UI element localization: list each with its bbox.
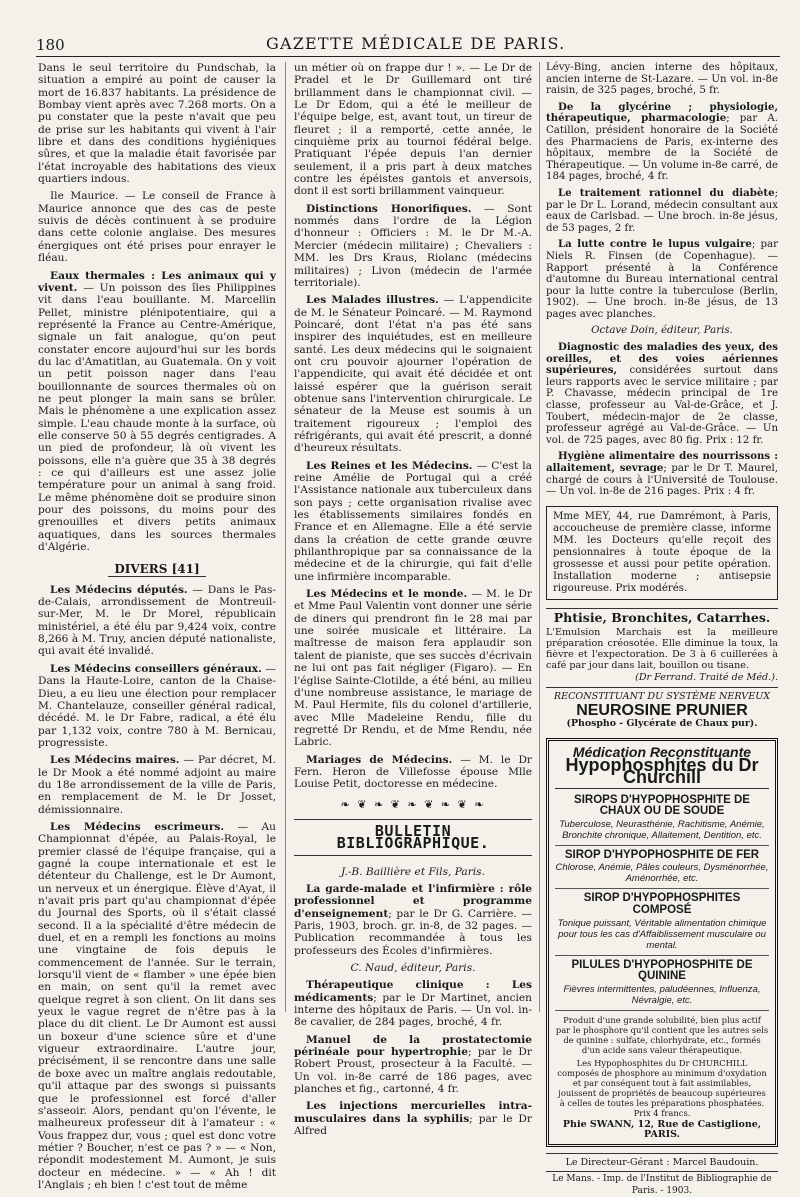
article-body: — L'appendicite de M. le Sénateur Poincaré. — M. Raymond Poincaré, dont l'état n'a pas été sans inspirer des inquiétudes, est en meilleure santé. Les deux médecins qui le soignaient ont cru pouvoir ajourner l'opération de l'appendicite, qui avait été décidée et ont laissé espérer que la guérison serait obtenue sans l'intervention chirurgicale. Le sénateur de la Meuse est soumis à un traitement rigoureux ; l'emploi des réfrigérants, qui avait été prescrit, a donné d'heureux résultats. (294, 294, 533, 455)
article-body: — Dans le Pas-de-Calais, arrondissement de Montreuil-sur-Mer, M. le Dr Morel, républicain ministériel, a été élu par 9,424 voix, contre 8,266 à M. Truy, ancien député nationaliste, qui avait été invalidé. (38, 583, 276, 658)
product-indications: Tonique puissant, Véritable alimentation chimique pour tous les cas d'Affaiblissement musculaire ou mental. (555, 918, 769, 956)
pharmacy-address: Phie SWANN, 12, Rue de Castiglione, PARIS. (562, 1118, 762, 1140)
bib-entry (546, 102, 778, 183)
bib-entry (546, 239, 778, 320)
article-heading: Les Médecins et le monde. (306, 588, 468, 601)
bib-title: La lutte contre le lupus vulgaire (558, 238, 752, 251)
mey-ad-text: Mme MEY, 44, rue Damrémont, à Paris, accoucheuse de première classe, informe MM. les Docteurs qu'elle reçoit des pensionnaires à toute époque de la grossesse et aussi pour petite opération. Installation moderne ; antisepsie rigoureuse. Prix modérés. (553, 510, 771, 594)
article-body: — Au Championnat d'épée, au Palais-Royal, le premier classé de l'équipe française, qui a gagné la coupe internationale et est le détenteur du Challenge, est le Dr Aumont, un nerveux et un énergique. Élève d'Ayat, il n'avait pris part qu'au championnat d'épée du Journal des Sports, où il s'était classé second. Il a la spécialité d'être médecin de duel, et en a rempli les fonctions au moins une vingtaine de fois depuis le commencement de l'année. Sur le terrain, lorsqu'il vient de « flamber » une épée bien en main, on sent qu'il la remet avec quelque regret à son client. On lit dans ses yeux le vague regret de n'être pas à la place du dit client. Le Dr Aumont est aussi un boxeur d'une science sûre et d'une vigueur extraordinaire. L'autre jour, précisément, il se rencontre dans une salle de boxe avec un maître anglais redoutable, qu'il attaque par des swongs si puissants que le professionnel est forcé d'aller s'asseoir. Alors, pendant qu'on l'évente, le malheureux professeur dit à l'amateur : « Vous frappez dur, vous ; quel est donc votre métier ? Boucher, n'est ce pas ? » — « Non, répondit modestement M. Aumont, je suis docteur en médecine. » — « Ah ! dit l'Anglais ; eh bien ! c'est tout de même (38, 820, 276, 1191)
publisher-line: Octave Doin, éditeur, Paris. (591, 325, 733, 337)
publisher-line: C. Naud, éditeur, Paris. (350, 962, 476, 975)
maires-article (38, 754, 276, 816)
bib-title: Le traitement rationnel du diabète (558, 186, 775, 199)
bib-entry (546, 451, 778, 497)
deputes-article (38, 584, 276, 658)
article-body: — M. le Dr et Mme Paul Valentin vont donner une série de diners qui prendront fin le 28 mai par une soirée musicale et littéraire. La maîtresse de maison fera applaudir son talent de pianiste, que ses succès d'écrivain ne lui ont pas fait négliger (Figaro). — En l'église Sainte-Clotilde, a été béni, au milieu d'une nombreuse assistance, le mariage de M. Paul Hermite, fils du colonel d'artillerie, avec Mlle Madeleine Rendu, fille du regretté Dr Rendu, et de Mme Rendu, née Labric. (294, 588, 532, 749)
phtisie-reference: (Dr Ferrand. Traité de Méd.). (635, 672, 778, 684)
column-2 (294, 62, 532, 1143)
quinine-note: Produit d'une grande solubilité, bien plus actif par le phosphore qu'il contient que les autres sels de quinine : sulfate, chlorhydrate, etc., formés d'un acide sans valeur thérapeutique. (555, 1014, 769, 1055)
article-heading: Les Médecins conseillers généraux. (50, 662, 262, 675)
article-heading: Les Médecins escrimeurs. (50, 820, 225, 833)
distinctions-article (294, 203, 532, 289)
product-indications: Chlorose, Anémie, Pâles couleurs, Dysménorrhée, Aménorrhée, etc. (555, 862, 769, 889)
reines-article (294, 460, 532, 583)
bib-details: ; par le Dr Alfred (294, 1112, 532, 1138)
bib-details: ; par A. Catillon, président honoraire de la Société des Pharmaciens de Paris, ex-interne des hôpitaux, membre de la Société de Thérapeutique. — Un volume in-8e carré, de 184 pages, broché, 4 fr. (546, 113, 778, 183)
bulletin-heading: BULLETIN BIBLIOGRAPHIQUE. (294, 819, 532, 856)
article-body: — Sont nommés dans l'ordre de la Légion d'honneur : Officiers : M. le Dr M.-A. Mercier (médecin militaire) ; Chevaliers : MM. les Drs Kraus, Riolanc (médecins militaires) ; Livon (médecin de l'armée territoriale). (294, 202, 532, 289)
mauritius-paragraph: Ile Maurice. — Le conseil de France à Maurice annonce que des cas de peste suivis de décès continuent à se produire dans cette colonie anglaise. Des mesures énergiques ont été prises pour enrayer le fléau. (38, 190, 276, 265)
product-name: SIROP D'HYPOPHOSPHITES COMPOSÉ (583, 892, 741, 916)
bib-details: ; par Niels R. Finsen (de Copenhague). — Rapport présenté à la Conférence d'automne du Bureau international central pour la lutte contre la tuberculose (Berlin, 1902). — Une broch. in-8e jésus, de 13 pages avec planches. (546, 239, 778, 320)
bib-title: Thérapeutique clinique : Les médicaments (294, 979, 532, 1004)
bib-details: ; par le Dr Martinet, ancien interne des hôpitaux de Paris. — Un vol. in-8e cavalier, de 284 pages, broché, 4 fr. (294, 991, 532, 1029)
article-heading: Les Médecins maires. (50, 754, 180, 767)
neurosine-subtitle: (Phospho - Glycérate de Chaux pur). (566, 718, 758, 730)
article-heading: Eaux thermales : Les animaux qui y vivent. (38, 269, 276, 294)
monde-article (294, 588, 532, 748)
bib-details: ; par le Dr Robert Proust, prosecteur à la Faculté. — Un vol. in-8e carré de 186 pages, avec planches et fig., cartonné, 4 fr. (294, 1046, 532, 1096)
product-name: SIROP D'HYPOPHOSPHITE DE FER (564, 848, 760, 861)
article-heading: Les Médecins députés. (50, 583, 188, 596)
column-1 (38, 62, 276, 1196)
product-name: PILULES D'HYPOPHOSPHITE DE QUININE (571, 958, 753, 983)
publisher-line: J.-B. Baillière et Fils, Paris. (341, 865, 485, 878)
product-name: SIROPS D'HYPOPHOSPHITE DE CHAUX OU DE SOUDE (574, 793, 750, 818)
churchill-advertisement (546, 738, 778, 1147)
churchill-note: Les Hypophosphites du Dr CHURCHILL composés de phosphore au minimum d'oxydation et par conséquent tout à fait assimilables, jouissent de propriétés de beaucoup supérieures à celles de toutes les préparations phosphatées. Prix 4 francs. (557, 1057, 767, 1118)
column-rule (285, 62, 286, 1012)
article-body: — M. le Dr Fern. Heron de Villefosse épouse Mlle Louise Petit, doctoresse en médecine. (294, 753, 533, 791)
bib-details: ; par le Dr G. Carrière. — Paris, 1903, broch. gr. in-8, de 32 pages. — Publication recommandée à tous les professeurs des Écoles d'infirmières. (294, 907, 532, 957)
neurosine-name: NEUROSINE PRUNIER (576, 701, 748, 719)
bib-entry (294, 1034, 532, 1096)
churchill-brand: Hypophosphites du Dr Churchill (555, 760, 769, 788)
escrimeurs-article (38, 821, 276, 1191)
malades-article (294, 294, 532, 454)
phtisie-heading: Phtisie, Bronchites, Catarrhes. (546, 608, 778, 624)
bib-entry (294, 1100, 532, 1137)
product-indications: Fièvres intermittentes, paludéennes, Influenza, Névralgie, etc. (555, 984, 769, 1011)
bib-title: La garde-malade et l'infirmière : rôle professionnel et programme d'enseignement (294, 882, 532, 920)
eaux-thermales-article (38, 270, 276, 554)
bib-entry (546, 342, 778, 446)
divers-heading: DIVERS [41] (38, 563, 276, 575)
conseillers-article (38, 663, 276, 749)
bib-title: Les injections mercurielles intra-musculaires dans la syphilis (294, 1100, 532, 1125)
page-header (36, 32, 780, 57)
phtisie-text: L'Emulsion Marchais est la meilleure préparation créosotée. Elle diminue la toux, la fièvre et l'expectoration. De 3 à 6 cuillerées à café par jour dans lait, bouillon ou tisane. (546, 627, 778, 672)
bib-entry (294, 979, 532, 1028)
bib-title: De la glycérine ; physiologie, thérapeutique, pharmacologie (546, 100, 778, 125)
bib-title: Hygiène alimentaire des nourrissons : allaitement, sevrage (546, 450, 778, 474)
neurosine-advertisement (546, 687, 778, 730)
bib-title: Diagnostic des maladies des yeux, des oreilles, et des voies aériennes supérieures, (546, 341, 778, 377)
article-heading: Les Malades illustres. (306, 294, 439, 307)
plague-paragraph: Dans le seul territoire du Pundschab, la situation a empiré au point de causer la mort de 16.837 habitants. La présidence de Bombay vient après avec 7.268 morts. On a pu constater que la peste n'avait que peu de prise sur les habitants qui vivent à l'air libre et dans des conditions hygiéniques sûres, et que la maladie était favorisée par l'état incroyable des habitations des vieux quartiers indous. (38, 62, 276, 186)
printer-imprint: Le Mans. - Imp. de l'Institut de Bibliographie de Paris. - 1903. (546, 1171, 778, 1197)
bib-details: ; par le Dr L. Lorand, médecin consultant aux eaux de Carlsbad. — Une broch. in-8e jésus, de 53 pages, 2 fr. (546, 187, 778, 234)
neurosine-tagline: RECONSTITUANT DU SYSTÈME NERVEUX (553, 690, 771, 702)
column-3 (546, 62, 778, 1197)
journal-title: GAZETTE MÉDICALE DE PARIS. (266, 34, 566, 53)
article-heading: Les Reines et les Médecins. (306, 459, 473, 472)
article-body: — Dans la Haute-Loire, canton de la Chaise-Dieu, a eu lieu une élection pour remplacer M. Chantelauze, conseiller général radical, décédé. M. le Dr Fabre, radical, a été élu par 1,132 voix, contre 780 à M. Bernicau, progressiste. (38, 662, 277, 749)
column-rule (539, 62, 540, 1012)
ornament-divider: ❧ ❦ ❧ ❦ ❧ ❦ ❧ ❦ ❧ (340, 797, 486, 811)
product-indications: Tuberculose, Neurasthénie, Rachitisme, Anémie, Bronchite chronique, Allaitement, Dentition, etc. (555, 819, 769, 846)
churchill-title: Médication Reconstituante (572, 743, 752, 760)
mariages-article (294, 754, 532, 791)
article-heading: Mariages de Médecins. (306, 753, 453, 766)
bib-continued: Lévy-Bing, ancien interne des hôpitaux, ancien interne de St-Lazare. — Un vol. in-8e raisin, de 325 pages, broché, 5 fr. (546, 62, 778, 97)
article-body: — C'est la reine Amélie de Portugal qui a créé l'Assistance nationale aux tuberculeux dans son pays ; cette organisation rivalise avec les établissements similaires fondés en France et en Allemagne. Elle a été servie dans la création de cette grande œuvre philanthropique par sa connaissance de la médecine et de la chirurgie, qui fait d'elle une infirmière incomparable. (294, 459, 532, 583)
mey-advertisement (546, 506, 778, 600)
article-heading: Distinctions Honorifiques. (306, 202, 472, 215)
escrimeurs-continued: un métier où on frappe dur ! ». — Le Dr de Pradel et le Dr Guillemard ont tiré brillamment dans le championnat civil. — Le Dr Edom, qui a été le meilleur de l'équipe belge, est, avant tout, un tireur de fleuret ; il a remporté, cette année, le cinquième prix au tournoi fédéral belge. Pratiquant l'épée depuis l'an dernier seulement, il a pris part à deux matches contre les épéistes gantois et anversois, dont il est sorti brillamment vainqueur. (294, 62, 532, 198)
bib-details: considérées surtout dans leurs rapports avec le service militaire ; par P. Chavasse, médecin principal de 1re classe, professeur au Val-de-Grâce, et J. Toubert, médecin-major de 2e classe, professeur agrégé au Val-de-Grâce. — Un vol. de 725 pages, avec 80 fig. Prix : 12 fr. (546, 365, 778, 446)
article-body: — Un poisson des îles Philippines vit dans l'eau bouillante. M. Marcellin Pellet, ministre plénipotentiaire, qui a représenté la France au Centre-Amérique, signale un fait analogue, qu'on peut constater encore aujourd'hui sur les bords du lac d'Amatitlan, au Guatemala. On y voit un petit poisson nager dans l'eau bouillonnante de sources thermales où on ne peut plonger la main sans se brûler. Mais le phénomène a une explication assez simple. L'eau chaude monte à la surface, où elle conserve 50 à 55 degrés centigrades. A un pied de profondeur, là où vivent les poissons, elle n'a guère que 35 à 38 degrés : ce qui d'ailleurs est une assez jolie température pour un animal à sang froid. Le même phénomène doit se produire sinon pour des poissons, du moins pour des grenouilles et divers petits animaux aquatiques, dans les sources thermales d'Algérie. (38, 281, 276, 554)
directeur-gerant: Le Directeur-Gérant : Marcel Baudouin. (546, 1153, 778, 1169)
bib-entry (294, 883, 532, 957)
bib-entry (546, 188, 778, 234)
bib-title: Manuel de la prostatectomie périnéale pour hypertrophie (294, 1033, 532, 1059)
page-number: 180 (36, 36, 65, 54)
bib-details: ; par le Dr T. Maurel, chargé de cours à l'Université de Toulouse. — Un vol. in-8e de 216 pages. Prix : 4 fr. (546, 463, 778, 498)
article-body: — Par décret, M. le Dr Mook a été nommé adjoint au maire du 18e arrondissement de la ville de Paris, en remplacement de M. le Dr Josset, démissionnaire. (38, 754, 276, 816)
